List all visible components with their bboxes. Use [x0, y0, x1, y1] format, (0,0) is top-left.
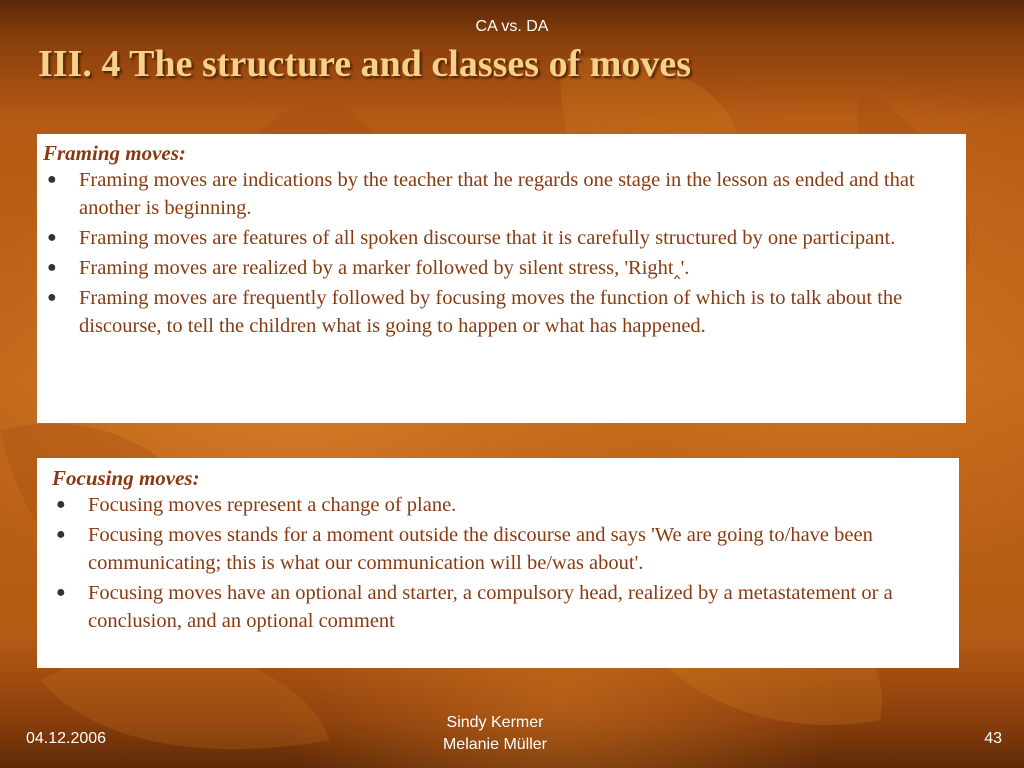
focusing-moves-heading: Focusing moves:	[52, 466, 200, 490]
list-item	[52, 579, 939, 635]
list-item	[43, 166, 946, 222]
focusing-moves-list	[52, 491, 939, 635]
framing-moves-list	[43, 166, 946, 340]
bullet-dot-icon: ●	[56, 584, 66, 601]
bullet-dot-icon: ●	[47, 229, 57, 246]
list-item-text: Focusing moves represent a change of plane.	[88, 494, 457, 516]
bullet-dot-icon: ●	[47, 259, 57, 276]
list-item-text: Focusing moves stands for a moment outside the discourse and says 'We are going to/have been communicating; this is what our communication will be/was about'.	[88, 524, 873, 574]
list-item-text: Framing moves are indications by the teacher that he regards one stage in the lesson as ended and that another is beginning.	[79, 169, 915, 219]
list-item	[52, 521, 939, 577]
list-item	[43, 224, 946, 252]
presentation-subtitle: CA vs. DA	[475, 18, 549, 35]
bullet-dot-icon: ●	[47, 289, 57, 306]
footer-author-1: Sindy Kermer	[446, 714, 544, 731]
bullet-dot-icon: ●	[56, 496, 66, 513]
list-item-text: Framing moves are realized by a marker followed by silent stress, 'Right‸'.	[79, 257, 690, 279]
focusing-moves-box	[37, 458, 959, 668]
page-number: 43	[984, 730, 1002, 747]
list-item	[43, 284, 946, 340]
slide-title: III. 4 The structure and classes of moves	[38, 43, 692, 85]
list-item-text: Focusing moves have an optional and starter, a compulsory head, realized by a metastatement or a conclusion, and an optional comment	[88, 582, 893, 632]
list-item	[52, 491, 939, 519]
framing-moves-box	[37, 134, 966, 423]
list-item-text: Framing moves are frequently followed by focusing moves the function of which is to talk about the discourse, to tell the children what is going to happen or what has happened.	[79, 287, 903, 337]
framing-moves-heading: Framing moves:	[43, 141, 186, 165]
list-item	[43, 254, 946, 282]
bullet-dot-icon: ●	[47, 171, 57, 188]
footer-date: 04.12.2006	[26, 730, 107, 747]
footer-authors	[0, 712, 990, 756]
footer-author-2: Melanie Müller	[442, 736, 548, 753]
list-item-text: Framing moves are features of all spoken discourse that it is carefully structured by one participant.	[79, 227, 896, 249]
bullet-dot-icon: ●	[56, 526, 66, 543]
